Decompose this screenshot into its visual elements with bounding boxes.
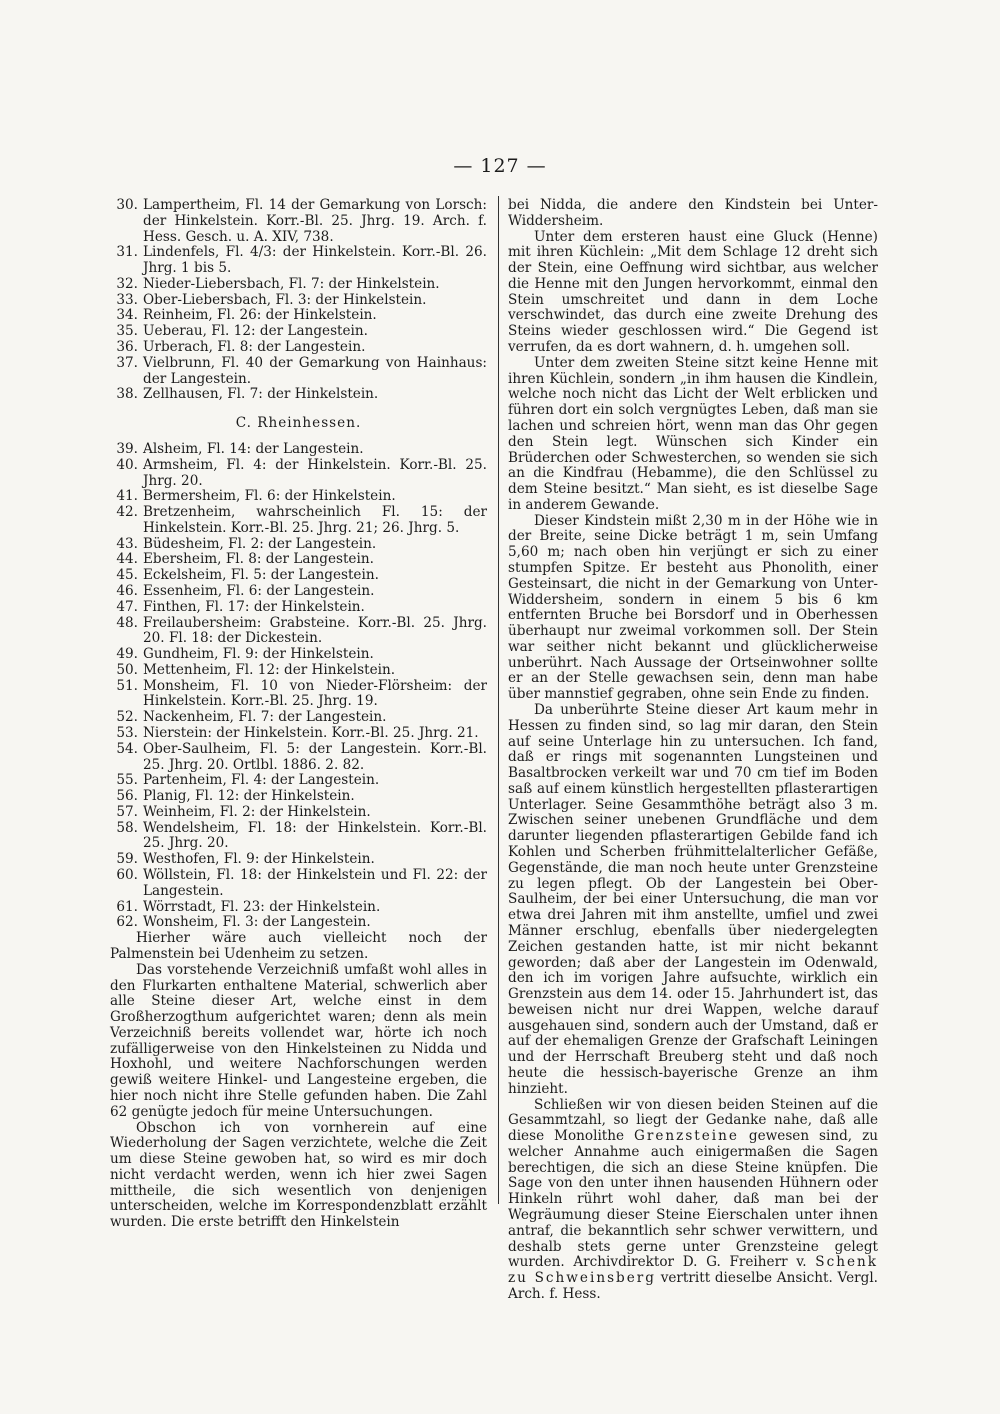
list-item <box>110 442 487 458</box>
entry-number: 52. <box>116 709 138 726</box>
list-item <box>110 663 487 679</box>
entry-text: Gundheim, Fl. 9: der Hinkelstein. <box>143 646 374 663</box>
entry-number: 49. <box>116 646 138 663</box>
entry-number: 61. <box>116 898 138 915</box>
entry-number: 45. <box>116 567 138 584</box>
entry-number: 47. <box>116 598 138 615</box>
entry-text: Wöllstein, Fl. 18: der Hinkelstein und Fl. 22: der Langestein. <box>143 867 487 899</box>
entry-number: 54. <box>116 740 138 757</box>
entry-number: 51. <box>116 677 138 694</box>
entry-text: Partenheim, Fl. 4: der Langestein. <box>143 772 380 789</box>
paragraph: Unter dem ersteren haust eine Gluck (Henne) mit ihren Küchlein: „Mit dem Schlage 12 dreht sich der Stein, eine Oeffnung wird sichtbar, aus welcher die Henne mit den Jungen hervorkommt, einmal den Stein umschreitet und dann in dem Loche verschwindet, das durch eine zweite Drehung des Steins wieder geschlossen wird.“ Die Gegend ist verrufen, da es dort wahnern, d. h. umgehen soll. <box>508 228 878 356</box>
entry-number: 32. <box>116 275 138 292</box>
list-item <box>110 915 487 931</box>
entry-text: Bretzenheim, wahrscheinlich Fl. 15: der Hinkelstein. Korr.-Bl. 25. Jhrg. 21; 26. Jhrg. 5. <box>143 504 487 536</box>
list-item <box>110 552 487 568</box>
entry-number: 44. <box>116 551 138 568</box>
entry-text: Westhofen, Fl. 9: der Hinkelstein. <box>143 851 375 868</box>
list-item <box>110 852 487 868</box>
list-item <box>110 584 487 600</box>
list-item <box>110 805 487 821</box>
entry-number: 36. <box>116 339 138 356</box>
entry-number: 48. <box>116 614 138 631</box>
list-item <box>110 356 487 388</box>
entry-number: 30. <box>116 197 138 213</box>
list-item <box>110 245 487 277</box>
entry-number: 58. <box>116 819 138 836</box>
list-item <box>110 277 487 293</box>
entry-number: 41. <box>116 488 138 505</box>
list-item <box>110 568 487 584</box>
list-item <box>110 710 487 726</box>
entry-number: 40. <box>116 456 138 473</box>
entry-text: Wendelsheim, Fl. 18: der Hinkelstein. Korr.-Bl. 25. Jhrg. 20. <box>143 819 487 852</box>
entry-text: Nieder-Liebersbach, Fl. 7: der Hinkelstein. <box>143 275 440 292</box>
section-heading: C. Rheinhessen. <box>235 415 362 432</box>
list-item <box>110 458 487 490</box>
entry-text: Armsheim, Fl. 4: der Hinkelstein. Korr.-Bl. 25. Jhrg. 20. <box>143 456 487 489</box>
entry-text: Ueberau, Fl. 12: der Langestein. <box>143 323 368 340</box>
entry-number: 57. <box>116 803 138 820</box>
entry-text: Vielbrunn, Fl. 40 der Gemarkung von Hainhaus: der Langestein. <box>143 354 487 387</box>
entry-number: 42. <box>116 504 138 521</box>
entry-number: 60. <box>116 867 138 884</box>
entry-text: Wonsheim, Fl. 3: der Langestein. <box>143 914 371 931</box>
list-item <box>110 821 487 853</box>
entry-text: Nackenheim, Fl. 7: der Langestein. <box>143 709 387 726</box>
entry-number: 46. <box>116 582 138 599</box>
entry-list-a <box>110 198 487 403</box>
list-item <box>110 505 487 537</box>
list-item <box>110 324 487 340</box>
entry-number: 37. <box>116 354 138 371</box>
entry-text: Mettenheim, Fl. 12: der Hinkelstein. <box>143 661 396 678</box>
list-item <box>110 647 487 663</box>
entry-number: 43. <box>116 535 138 552</box>
entry-text: Ebersheim, Fl. 8: der Langestein. <box>143 551 374 568</box>
paragraph: Dieser Kindstein mißt 2,30 m in der Höhe wie in der Breite, seine Dicke beträgt 1 m, sein Umfang 5,60 m; nach oben hin verjüngt er sich zu einer stumpfen Spitze. Er besteht aus Phonolith, einer Gesteinsart, die nicht in der Gemarkung von Unter-Widdersheim, sondern in einem 5 bis 6 km entfernten Bruche bei Borsdorf und in Oberhessen überhaupt nur zweimal vorkommen soll. Der Stein war seither nicht bekannt und glücklicherweise unberührt. Nach Aussage der Ortseinwohner sollte er an der Stelle gewachsen sein, denn man habe über mannstief gegraben, ohne sein Ende zu finden. <box>508 512 878 703</box>
entry-number: 55. <box>116 772 138 789</box>
list-item <box>110 742 487 774</box>
entry-text: Zellhausen, Fl. 7: der Hinkelstein. <box>143 386 379 403</box>
text-run: Schließen wir von diesen beiden Steinen auf die Gesammtzahl, so liegt der Gedanke nahe, daß alle diese Monolithe <box>508 1096 878 1145</box>
entry-number: 33. <box>116 291 138 308</box>
entry-text: Lindenfels, Fl. 4/3: der Hinkelstein. Korr.-Bl. 26. Jhrg. 1 bis 5. <box>143 244 487 277</box>
entry-text: Monsheim, Fl. 10 von Nieder-Flörsheim: der Hinkelstein. Korr.-Bl. 25. Jhrg. 19. <box>143 677 487 710</box>
paragraph: Obschon ich von vornherein auf eine Wiederholung der Sagen verzichtete, welche die Zeit um diese Steine gewoben hat, so wird es mir doch nicht verdacht werden, wenn ich hier zwei Sagen mittheile, die sich wesentlich von denjenigen unterscheiden, welche im Korrespondenzblatt erzählt wurden. Die erste betrifft den Hinkelstein <box>110 1119 487 1231</box>
paragraph: Da unberührte Steine dieser Art kaum mehr in Hessen zu finden sind, so lag mir daran, den Stein auf seine Unterlage hin zu untersuchen. Ich fand, daß er rings mit sogenannten Lungsteinen und Basaltbrocken verkeilt war und 70 cm tief im Boden saß auf einem künstlich hergestellten pflasterartigen Unterlager. Seine Gesammthöhe beträgt also 3 m. Zwischen seiner unebenen Grundfläche und dem darunter liegenden pflasterartigen Gebilde fand ich Kohlen und Scherben frühmittelalterlicher Gefäße, Gegenstände, die man noch heute unter Grenzsteine zu legen pflegt. Ob der Langestein bei Ober-Saulheim, der bei einer Untersuchung, die man vor etwa drei Jahren mit ihm anstellte, umfiel und zwei Männer erschlug, ebenfalls über niedergelegten Zeichen gestanden hatte, ist mir nicht bekannt geworden; daß aber der Langestein im Odenwald, den ich im vorigen Jahre aufsuchte, wirklich ein Grenzstein aus dem 14. oder 15. Jahrhundert ist, das beweisen nicht nur drei Wappen, welche darauf ausgehauen sind, sondern auch der Umstand, daß er auf der ehemaligen Grenze der Grafschaft Leiningen und der Herrschaft Breuberg steht und daß noch heute die hessisch-bayerische Grenze an ihm hinzieht. <box>508 702 878 1097</box>
entry-list-c <box>110 442 487 931</box>
list-item <box>110 726 487 742</box>
entry-text: Reinheim, Fl. 26: der Hinkelstein. <box>143 307 377 324</box>
entry-text: Lampertheim, Fl. 14 der Gemarkung von Lorsch: der Hinkelstein. Korr.-Bl. 25. Jhrg. 19. Arch. f. Hess. Gesch. u. A. XIV, 738. <box>143 197 487 245</box>
entry-text: Essenheim, Fl. 6: der Langestein. <box>143 582 375 599</box>
list-item <box>110 868 487 900</box>
paragraph: bei Nidda, die andere den Kindstein bei Unter-Widdersheim. <box>508 197 878 229</box>
list-item <box>110 537 487 553</box>
list-item <box>110 600 487 616</box>
entry-text: Nierstein: der Hinkelstein. Korr.-Bl. 25. Jhrg. 21. <box>143 725 479 741</box>
list-item <box>110 489 487 505</box>
list-item <box>110 293 487 309</box>
entry-text: Ober-Liebersbach, Fl. 3: der Hinkelstein. <box>143 291 427 308</box>
list-item <box>110 900 487 916</box>
entry-text: Büdesheim, Fl. 2: der Langestein. <box>143 535 377 552</box>
entry-number: 38. <box>116 386 138 403</box>
paragraph: Das vorstehende Verzeichniß umfaßt wohl alles in den Flurkarten enthaltene Material, schwerlich aber alle Steine dieser Art, welche einst in dem Großherzogthum aufgerichtet waren; denn als mein Verzeichniß bereits vollendet war, hörte ich noch zufälligerweise von den Hinkelsteinen zu Nidda und Hoxhohl, und weitere Nachforschungen werden gewiß weitere Hinkel- und Langesteine ergeben, die hier noch nicht ihre Stelle gefunden haben. Die Zahl 62 genügte jedoch für meine Untersuchungen. <box>110 961 487 1120</box>
text-run: vertritt dieselbe Ansicht. Vergl. Arch. f. Hess. <box>508 1270 878 1302</box>
entry-text: Planig, Fl. 12: der Hinkelstein. <box>143 788 355 805</box>
paragraph <box>508 1098 878 1303</box>
entry-number: 35. <box>116 323 138 340</box>
list-item <box>110 789 487 805</box>
spaced-term: Grenzsteine <box>634 1128 739 1145</box>
list-item <box>110 308 487 324</box>
entry-text: Alsheim, Fl. 14: der Langestein. <box>143 440 364 457</box>
list-item <box>110 340 487 356</box>
entry-text: Freilaubersheim: Grabsteine. Korr.-Bl. 25. Jhrg. 20. Fl. 18: der Dickestein. <box>143 614 487 647</box>
entry-number: 34. <box>116 307 138 324</box>
entry-number: 56. <box>116 788 138 805</box>
entry-text: Ober-Saulheim, Fl. 5: der Langestein. Korr.-Bl. 25. Jhrg. 20. Ortlbl. 1886. 2. 82. <box>143 740 487 773</box>
entry-text: Weinheim, Fl. 2: der Hinkelstein. <box>143 803 371 820</box>
spaced-name: Schenk zu Schweinsberg <box>508 1254 878 1287</box>
text-run: gewesen sind, zu welcher Annahme auch einigermaßen die Sagen berechtigen, die sich an diese Steine knüpfen. Die Sage von den unter ihnen hausenden Hühnern oder Hinkeln rührt wohl daher, daß man bei der Wegräumung dieser Steine Eierschalen unter ihnen antraf, die bekanntlich sehr schwer verwittern, und deshalb stets gerne unter Grenzsteine gelegt wurden. Archivdirektor D. G. Freiherr v. <box>508 1128 878 1271</box>
page-number: — 127 — <box>453 155 547 177</box>
entry-text: Wörrstadt, Fl. 23: der Hinkelstein. <box>143 898 381 915</box>
entry-text: Bermersheim, Fl. 6: der Hinkelstein. <box>143 488 396 505</box>
entry-number: 39. <box>116 440 138 457</box>
entry-text: Urberach, Fl. 8: der Langestein. <box>143 339 366 356</box>
list-item <box>110 616 487 648</box>
right-column <box>508 198 878 1303</box>
list-item <box>110 387 487 403</box>
entry-number: 53. <box>116 725 138 741</box>
paragraph: Hierher wäre auch vielleicht noch der Palmenstein bei Udenheim zu setzen. <box>110 930 487 962</box>
left-column <box>110 198 487 1231</box>
entry-number: 62. <box>116 914 138 931</box>
entry-number: 50. <box>116 661 138 678</box>
list-item <box>110 679 487 711</box>
entry-number: 59. <box>116 851 138 868</box>
paragraph: Unter dem zweiten Steine sitzt keine Henne mit ihren Küchlein, sondern „in ihm hausen die Kindlein, welche noch nicht das Licht der Welt erblicken und führen dort ein solch vergnügtes Leben, daß man sie lachen und schreien hört, wenn man das Ohr gegen den Stein legt. Wünschen sich Kinder ein Brüderchen oder Schwesterchen, so wenden sie sich an die Kindfrau (Hebamme), die den Schlüssel zu dem Steine besitzt.“ Man sieht, es ist dieselbe Sage in anderem Gewande. <box>508 354 878 513</box>
column-divider <box>498 196 499 1204</box>
entry-number: 31. <box>116 244 138 261</box>
entry-text: Eckelsheim, Fl. 5: der Langestein. <box>143 567 379 584</box>
list-item <box>110 773 487 789</box>
list-item <box>110 198 487 245</box>
entry-text: Finthen, Fl. 17: der Hinkelstein. <box>143 598 365 615</box>
